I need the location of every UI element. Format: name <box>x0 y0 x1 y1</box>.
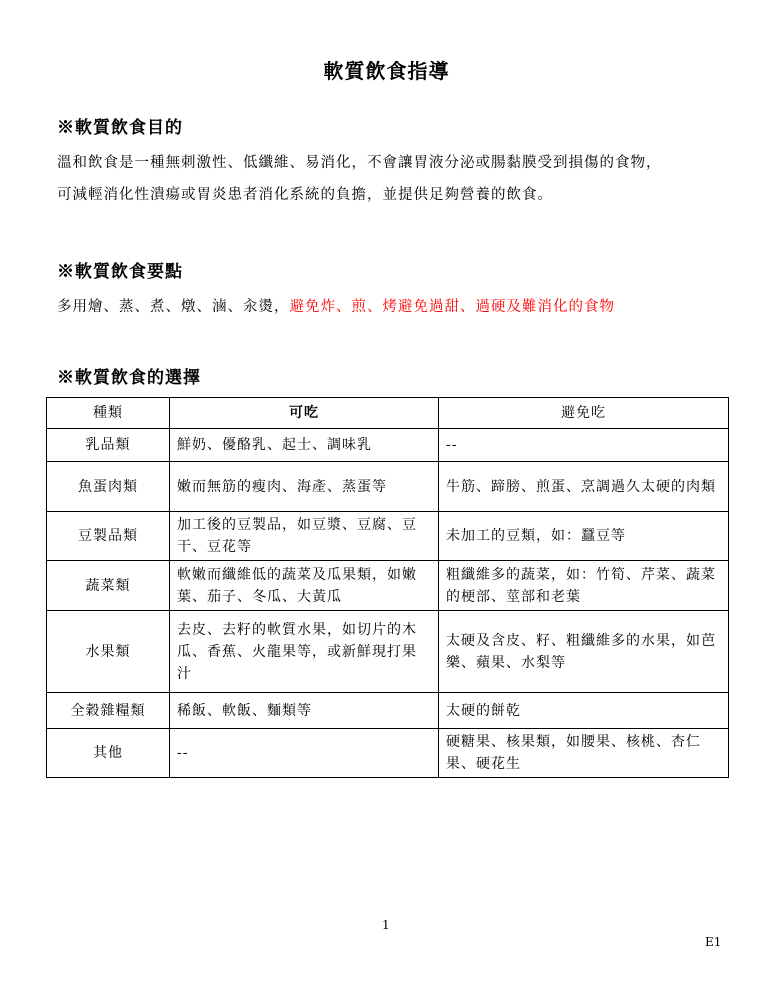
row-avoid: 未加工的豆類，如：蠶豆等 <box>439 512 729 561</box>
table-row <box>47 561 729 611</box>
row-category: 蔬菜類 <box>47 561 170 611</box>
row-allowed: 嫩而無筋的瘦肉、海產、蒸蛋等 <box>170 462 439 512</box>
row-allowed: -- <box>170 729 439 778</box>
table-row <box>47 512 729 561</box>
row-avoid: 硬糖果、核果類，如腰果、核桃、杏仁果、硬花生 <box>439 729 729 778</box>
row-category: 豆製品類 <box>47 512 170 561</box>
row-avoid: 牛筋、蹄膀、煎蛋、烹調過久太硬的肉類 <box>439 462 729 512</box>
table-row <box>47 693 729 729</box>
row-allowed: 鮮奶、優酪乳、起士、調味乳 <box>170 429 439 462</box>
choices-heading: ※軟質飲食的選擇 <box>57 368 201 388</box>
table-row <box>47 462 729 512</box>
row-avoid: 太硬及含皮、籽、粗纖維多的水果，如芭樂、蘋果、水梨等 <box>439 611 729 693</box>
row-category: 乳品類 <box>47 429 170 462</box>
points-text-warning: 避免炸、煎、烤避免過甜、過硬及難消化的食物 <box>289 299 615 315</box>
points-heading: ※軟質飲食要點 <box>57 262 183 282</box>
row-allowed: 稀飯、軟飯、麵類等 <box>170 693 439 729</box>
header-avoid: 避免吃 <box>439 398 729 429</box>
row-avoid: 粗纖維多的蔬菜，如：竹筍、芹菜、蔬菜的梗部、莖部和老葉 <box>439 561 729 611</box>
header-category: 種類 <box>47 398 170 429</box>
row-avoid: -- <box>439 429 729 462</box>
table-row <box>47 429 729 462</box>
row-allowed: 加工後的豆製品，如豆漿、豆腐、豆干、豆花等 <box>170 512 439 561</box>
row-allowed: 軟嫩而纖維低的蔬菜及瓜果類，如嫩葉、茄子、冬瓜、大黃瓜 <box>170 561 439 611</box>
row-category: 魚蛋肉類 <box>47 462 170 512</box>
points-text-normal: 多用燴、蒸、煮、燉、滷、汆燙， <box>57 299 290 315</box>
table-row <box>47 611 729 693</box>
row-category: 其他 <box>47 729 170 778</box>
table-row <box>47 729 729 778</box>
table-header-row <box>47 398 729 429</box>
purpose-line-2: 可減輕消化性潰瘍或胃炎患者消化系統的負擔，並提供足夠營養的飲食。 <box>57 187 553 203</box>
document-code: E1 <box>705 935 722 949</box>
header-allowed: 可吃 <box>170 398 439 429</box>
purpose-heading: ※軟質飲食目的 <box>57 118 183 138</box>
row-avoid: 太硬的餅乾 <box>439 693 729 729</box>
purpose-line-1: 溫和飲食是一種無刺激性、低纖維、易消化，不會讓胃液分泌或腸黏膜受到損傷的食物， <box>57 155 662 171</box>
food-choice-table <box>46 397 729 778</box>
row-category: 全穀雜糧類 <box>47 693 170 729</box>
points-line <box>57 295 615 316</box>
page-title: 軟質飲食指導 <box>323 59 450 83</box>
page-number: 1 <box>382 918 390 932</box>
row-allowed: 去皮、去籽的軟質水果，如切片的木瓜、香蕉、火龍果等，或新鮮現打果汁 <box>170 611 439 693</box>
row-category: 水果類 <box>47 611 170 693</box>
